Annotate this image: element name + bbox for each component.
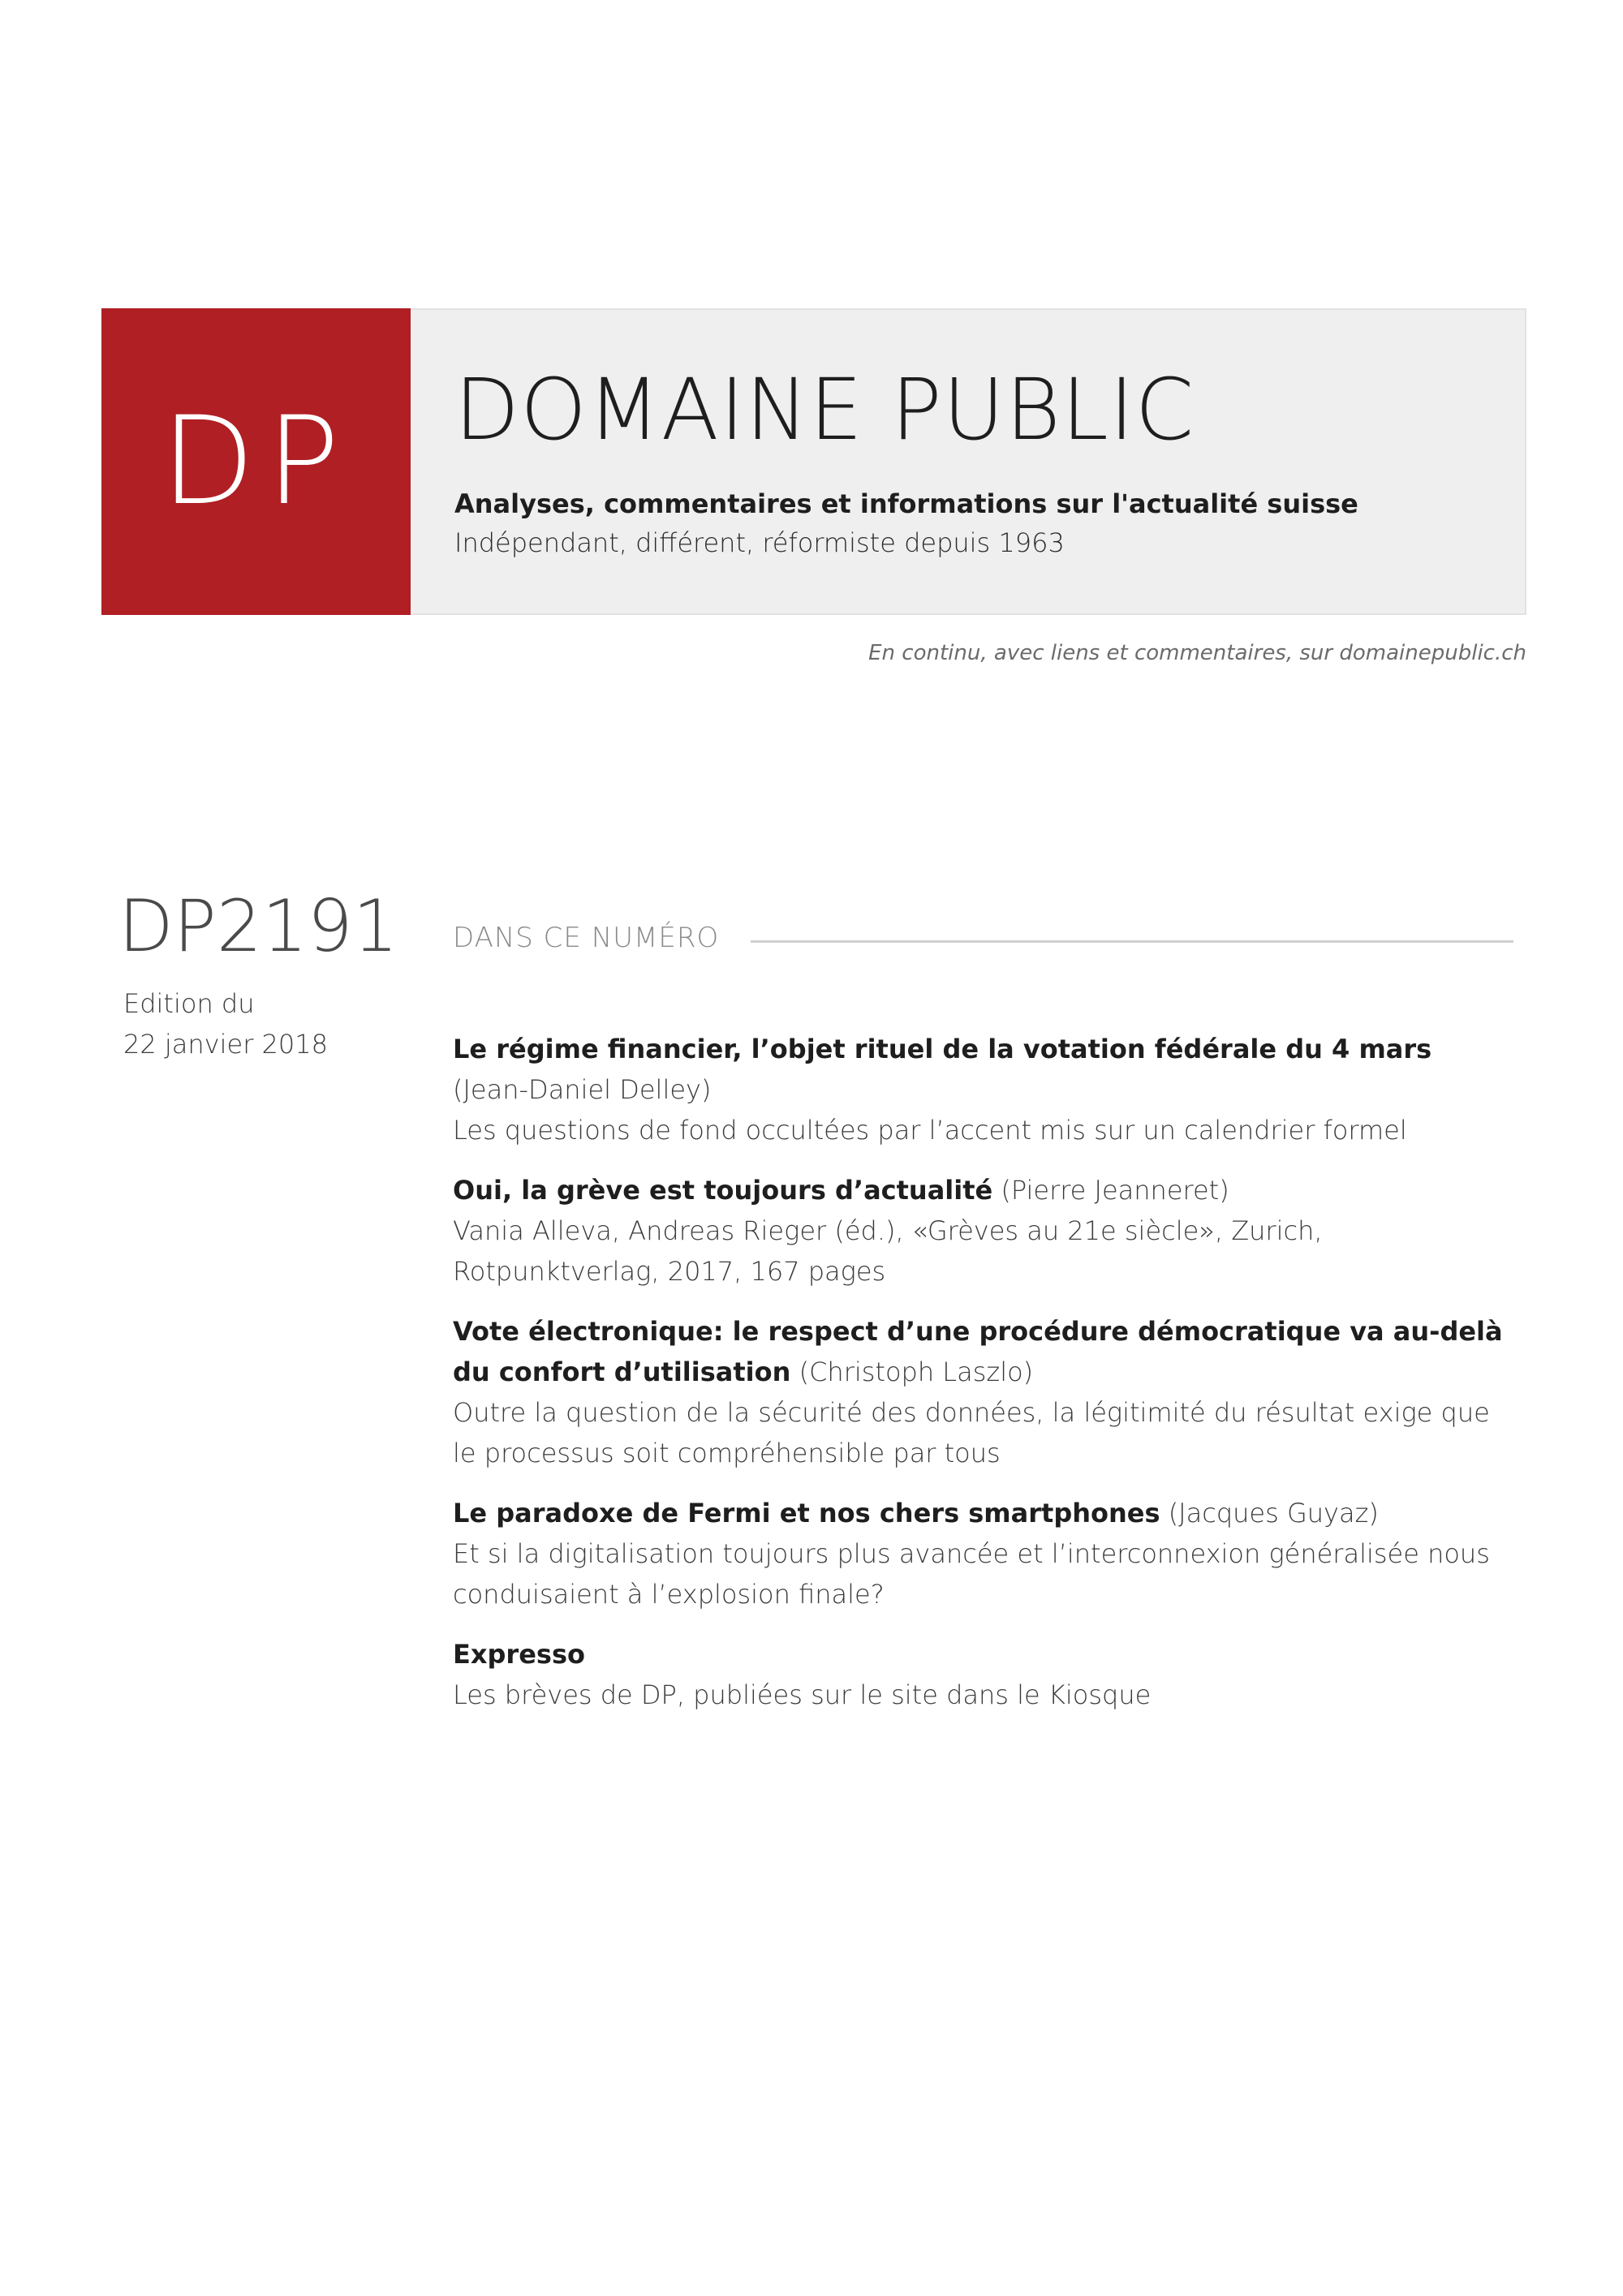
item-heading — [453, 1634, 1508, 1675]
item-title[interactable]: Expresso — [453, 1639, 585, 1670]
subtagline: Indépendant, différent, réformiste depuis 1963 — [454, 527, 1065, 558]
item-description: Outre la question de la sécurité des données, la légitimité du résultat exige que le processus soit compréhensible par tous — [453, 1397, 1490, 1468]
logo-block — [101, 308, 411, 615]
item-heading — [453, 1493, 1508, 1533]
item-title[interactable]: Le régime financier, l’objet rituel de la votation fédérale du 4 mars — [453, 1034, 1432, 1064]
section-title: DANS CE NUMÉRO — [453, 922, 720, 954]
item-description: Et si la digitalisation toujours plus avancée et l’interconnexion généralisée nous conduisaient à l’explosion finale? — [453, 1538, 1490, 1610]
list-item[interactable] — [453, 1493, 1508, 1615]
item-author: (Christoph Laszlo) — [799, 1357, 1034, 1387]
item-description: Les brèves de DP, publiées sur le site dans le Kiosque — [453, 1679, 1152, 1710]
list-item[interactable] — [453, 1634, 1508, 1715]
logo: DP — [161, 391, 351, 532]
item-author: (Jean-Daniel Delley) — [453, 1074, 712, 1105]
list-item[interactable] — [453, 1170, 1508, 1292]
issue-number: DP2191 — [118, 884, 398, 968]
item-description: Les questions de fond occultées par l’accent mis sur un calendrier formel — [453, 1115, 1407, 1146]
list-item[interactable] — [453, 1029, 1508, 1150]
item-heading — [453, 1311, 1508, 1392]
online-note: En continu, avec liens et commentaires, sur domainepublic.ch — [868, 641, 1526, 665]
list-item[interactable] — [453, 1311, 1508, 1473]
title-block — [411, 308, 1526, 615]
item-author: (Jacques Guyaz) — [1168, 1498, 1379, 1529]
publication-title: DOMAINE PUBLIC — [454, 360, 1195, 459]
contents-list — [453, 1029, 1508, 1735]
tagline: Analyses, commentaires et informations sur l'actualité suisse — [454, 488, 1358, 519]
edition-date: 22 janvier 2018 — [123, 1029, 328, 1060]
item-title[interactable]: Le paradoxe de Fermi et nos chers smartphones — [453, 1498, 1160, 1529]
item-heading — [453, 1029, 1508, 1110]
item-title[interactable]: Oui, la grève est toujours d’actualité — [453, 1175, 993, 1206]
item-heading — [453, 1170, 1508, 1210]
item-title[interactable]: Vote électronique: le respect d’une procédure démocratique va au-delà du confort d’utilisation — [453, 1316, 1503, 1387]
item-description: Vania Alleva, Andreas Rieger (éd.), «Grèves au 21e siècle», Zurich, Rotpunktverlag, 2017, 167 pages — [453, 1215, 1323, 1287]
item-author: (Pierre Jeanneret) — [1001, 1175, 1229, 1206]
section-divider — [751, 940, 1513, 943]
masthead — [101, 308, 1526, 615]
edition-label: Edition du — [123, 988, 255, 1019]
